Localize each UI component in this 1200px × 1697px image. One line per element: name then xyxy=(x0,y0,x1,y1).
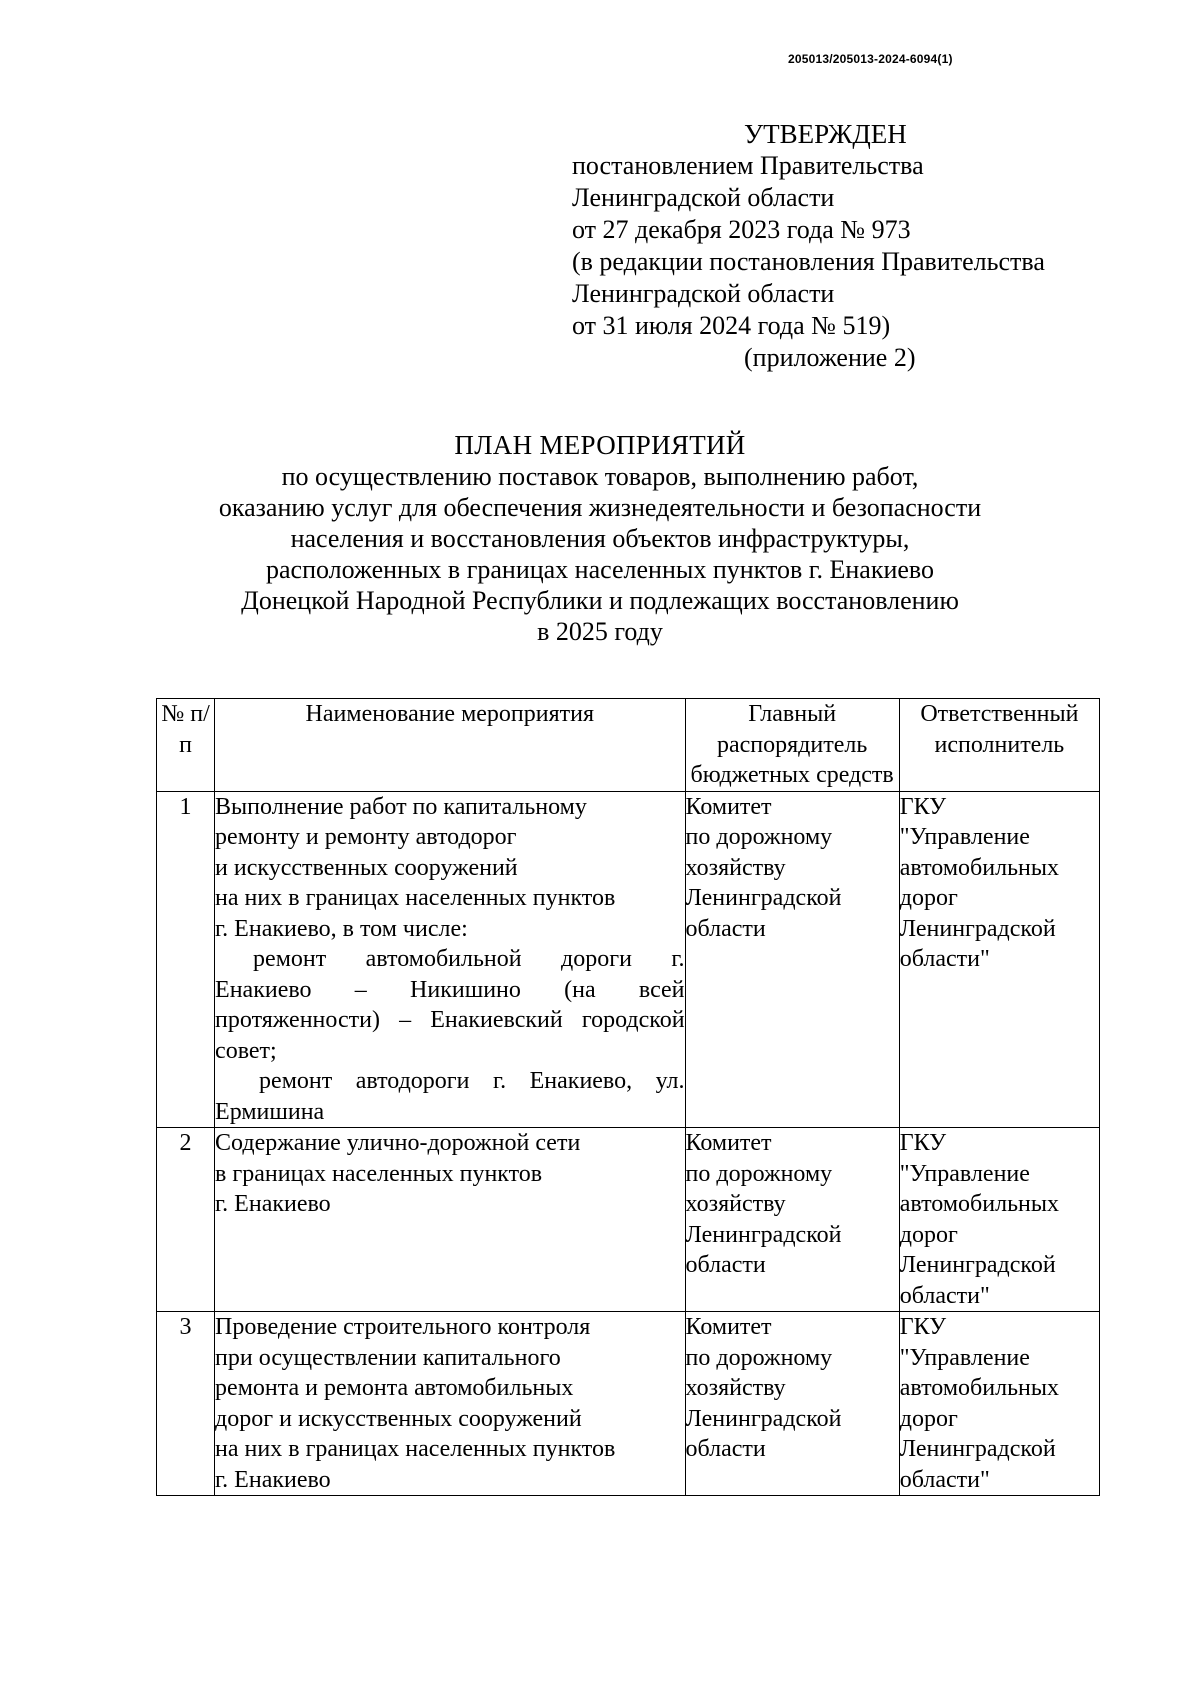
approval-title: УТВЕРЖДЕН xyxy=(744,119,907,149)
plan-subtitle-line: в 2025 году xyxy=(537,617,663,646)
executor-line: Ленинградской xyxy=(899,915,1056,942)
manager-line: хозяйству xyxy=(685,1375,786,1401)
approval-line: от 31 июля 2024 года № 519) xyxy=(572,311,891,340)
header-text: мероприятия xyxy=(461,701,595,727)
row-executor xyxy=(899,1128,1099,1312)
manager-line: Комитет xyxy=(685,1130,772,1156)
header-executor xyxy=(899,699,1099,792)
manager-line: области xyxy=(685,1436,766,1462)
plan-subtitle-line: расположенных в границах населенных пунктов г. Енакиево xyxy=(265,555,935,584)
manager-line: Ленинградской xyxy=(685,885,842,911)
header-text: Ответственный xyxy=(920,701,1079,727)
table-header-row xyxy=(157,699,1100,792)
row-number: 2 xyxy=(157,1128,215,1312)
manager-line: области xyxy=(685,915,766,942)
executor-line: дорог xyxy=(899,885,958,911)
header-text: распорядитель xyxy=(716,731,868,758)
header-text: исполнитель xyxy=(934,731,1065,758)
activity-line: на них в границах населенных пунктов xyxy=(215,1436,616,1462)
manager-line: по дорожному xyxy=(685,1344,833,1371)
header-text: Наименование xyxy=(305,701,456,727)
row-number: 3 xyxy=(157,1312,215,1496)
activity-line: г. Енакиево xyxy=(215,1191,331,1217)
executor-line: области" xyxy=(899,946,990,972)
plan-subtitle-line: по осуществлению поставок товаров, выполнению работ, xyxy=(281,462,919,491)
manager-line: Комитет xyxy=(685,793,772,820)
manager-line: по дорожному xyxy=(685,1160,833,1187)
approval-appendix: (приложение 2) xyxy=(744,343,916,372)
activity-line: в границах населенных пунктов xyxy=(215,1160,543,1187)
row-activity xyxy=(215,1312,685,1496)
executor-line: дорог xyxy=(899,1221,958,1248)
executor-line: автомобильных xyxy=(899,854,1059,881)
executor-line: "Управление xyxy=(899,824,1030,850)
table-row xyxy=(157,791,1100,1128)
activity-line: г. Енакиево xyxy=(215,1466,331,1493)
approval-stamp xyxy=(572,118,1112,374)
manager-line: Ленинградской xyxy=(685,1221,842,1248)
document-id: 205013/205013-2024-6094(1) xyxy=(788,52,953,66)
row-manager xyxy=(685,1128,899,1312)
approval-line: постановлением Правительства xyxy=(572,151,924,180)
activity-line: Выполнение работ по капитальному xyxy=(215,793,587,820)
approval-line: Ленинградской области xyxy=(572,279,835,308)
plan-heading xyxy=(150,430,1050,647)
activity-subitem: ремонт автомобильной дороги г. Енакиево – Никишино (на всей протяженности) – Енакиевский городской совет; xyxy=(215,946,685,1064)
manager-line: Комитет xyxy=(685,1314,772,1340)
activity-subitem: ремонт автодороги г. Енакиево, ул. Ермишина xyxy=(215,1068,685,1125)
activity-line: г. Енакиево, в том числе: xyxy=(215,915,468,942)
row-executor xyxy=(899,1312,1099,1496)
header-text: бюджетных xyxy=(690,762,811,788)
activity-line: ремонту и ремонту автодорог xyxy=(215,824,517,850)
plan-subtitle-line: оказанию услуг для обеспечения жизнедеятельности и безопасности xyxy=(218,493,982,522)
header-text: № xyxy=(161,701,185,727)
activity-line: при осуществлении капитального xyxy=(215,1344,561,1371)
header-text: Главный xyxy=(748,701,837,727)
row-executor xyxy=(899,791,1099,1128)
plan-title: ПЛАН МЕРОПРИЯТИЙ xyxy=(454,430,746,460)
executor-line: "Управление xyxy=(899,1344,1030,1371)
activity-line: на них в границах населенных пунктов xyxy=(215,885,616,911)
executor-line: области" xyxy=(899,1466,990,1493)
activity-line: и искусственных сооружений xyxy=(215,854,518,881)
plan-subtitle-line: Донецкой Народной Республики и подлежащих восстановлению xyxy=(241,586,959,615)
activity-line: ремонта и ремонта автомобильных xyxy=(215,1375,574,1401)
manager-line: хозяйству xyxy=(685,1191,786,1217)
header-manager xyxy=(685,699,899,792)
executor-line: ГКУ xyxy=(899,1314,947,1340)
manager-line: хозяйству xyxy=(685,854,786,881)
approval-line: от 27 декабря 2023 года № 973 xyxy=(572,215,911,244)
header-name xyxy=(215,699,685,792)
table-row xyxy=(157,1312,1100,1496)
executor-line: автомобильных xyxy=(899,1191,1059,1217)
plan-table xyxy=(156,698,1100,1496)
manager-line: области xyxy=(685,1252,766,1278)
approval-line: (в редакции постановления Правительства xyxy=(572,247,1045,276)
row-manager xyxy=(685,791,899,1128)
executor-line: Ленинградской xyxy=(899,1252,1056,1278)
executor-line: области" xyxy=(899,1282,990,1309)
header-num xyxy=(157,699,215,792)
header-text: п/п xyxy=(179,701,210,758)
activity-line: Содержание улично-дорожной сети xyxy=(215,1130,581,1156)
header-text: средств xyxy=(816,762,894,788)
activity-line: дорог и искусственных сооружений xyxy=(215,1405,582,1432)
manager-line: по дорожному xyxy=(685,824,833,850)
executor-line: Ленинградской xyxy=(899,1436,1056,1462)
executor-line: дорог xyxy=(899,1405,958,1432)
row-manager xyxy=(685,1312,899,1496)
plan-subtitle-line: населения и восстановления объектов инфраструктуры, xyxy=(290,524,910,553)
row-activity xyxy=(215,1128,685,1312)
executor-line: ГКУ xyxy=(899,1130,947,1156)
table-row xyxy=(157,1128,1100,1312)
executor-line: автомобильных xyxy=(899,1375,1059,1401)
activity-line: Проведение строительного контроля xyxy=(215,1314,591,1340)
manager-line: Ленинградской xyxy=(685,1405,842,1432)
approval-line: Ленинградской области xyxy=(572,183,835,212)
row-activity xyxy=(215,791,685,1128)
executor-line: ГКУ xyxy=(899,793,947,820)
executor-line: "Управление xyxy=(899,1160,1030,1187)
row-number: 1 xyxy=(157,791,215,1128)
